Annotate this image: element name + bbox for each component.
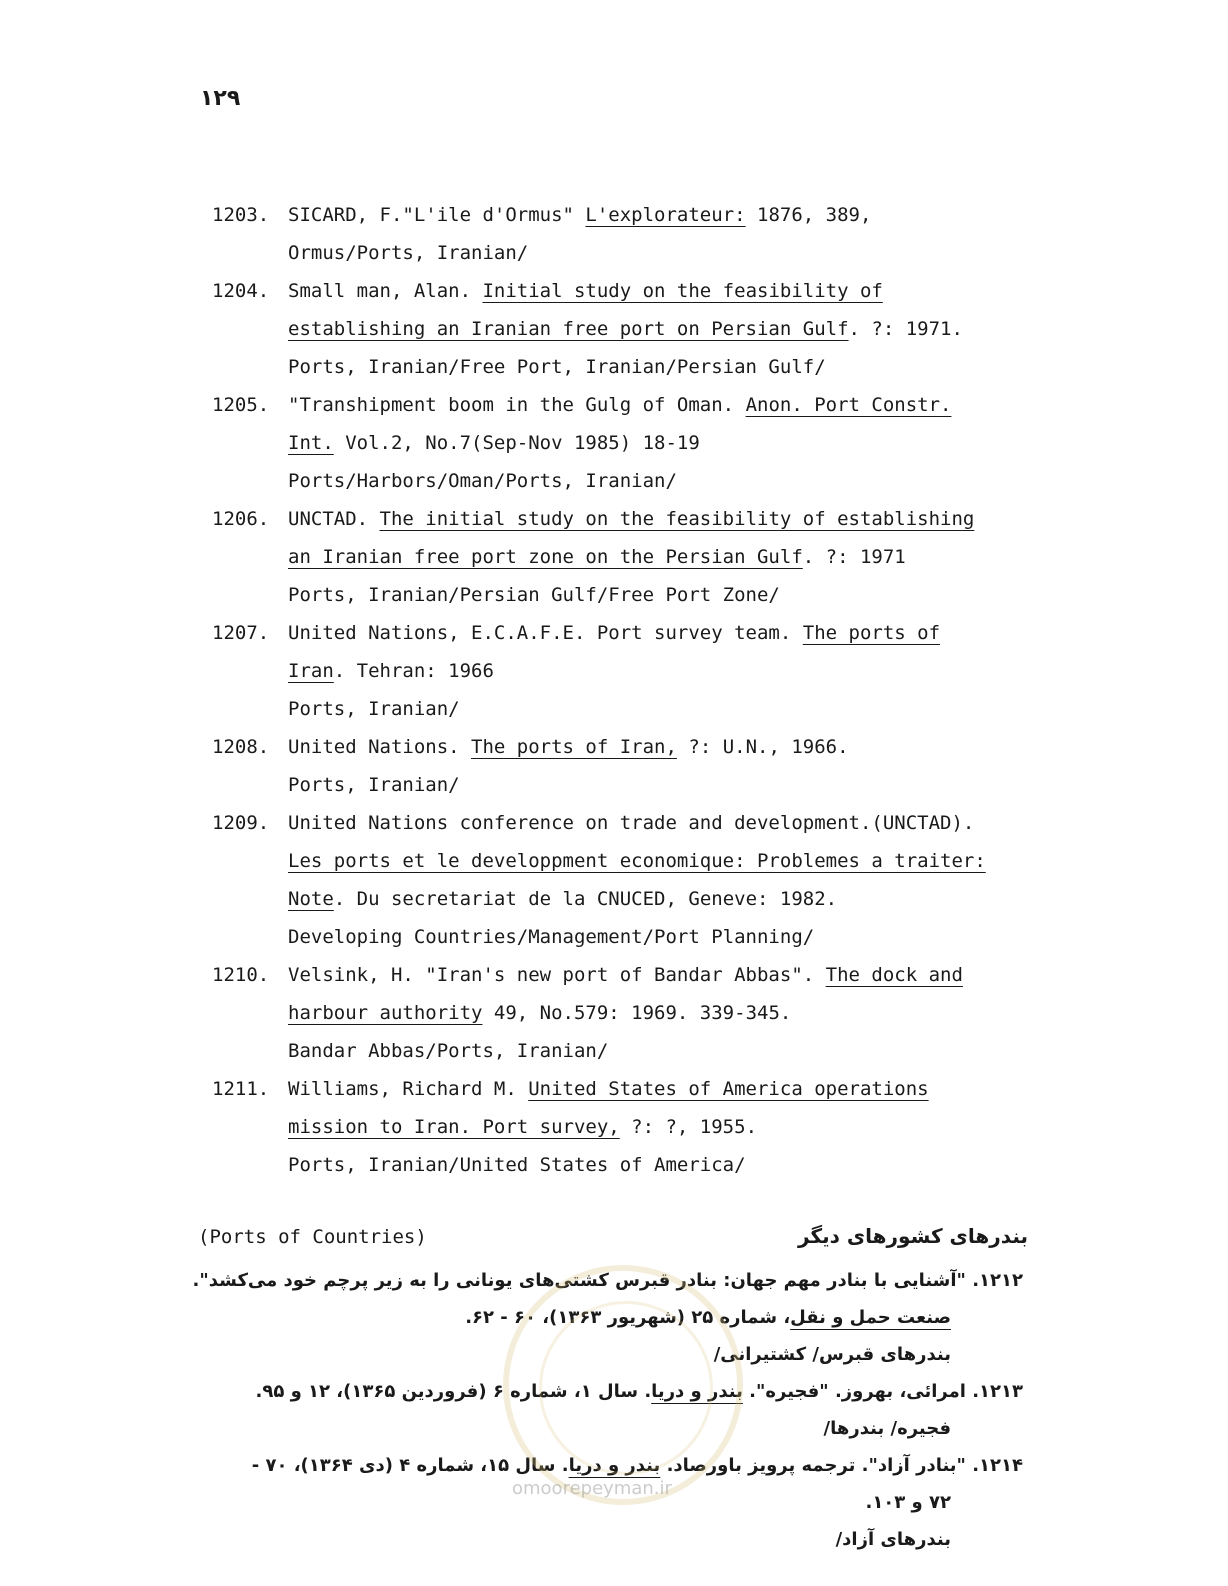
- entry-line: [288, 272, 1072, 310]
- underlined-title: harbour authority: [288, 1002, 483, 1024]
- entry-line: [288, 538, 1072, 576]
- entry-text: ۷۲ و ۱۰۳.: [865, 1492, 951, 1513]
- underlined-title: صنعت حمل و نقل: [790, 1307, 951, 1328]
- entry-line: [288, 804, 1072, 842]
- underlined-title: establishing an Iranian free port on Persian Gulf: [288, 318, 849, 340]
- underlined-title: The ports of: [802, 622, 941, 644]
- underlined-title: United States of America operations: [528, 1078, 929, 1100]
- entry-text: . Du secretariat de la CNUCED, Geneve: 1982.: [333, 888, 838, 910]
- entry-text: Developing Countries/Management/Port Planning/: [288, 926, 815, 948]
- entry-line: [288, 880, 1072, 918]
- underlined-title: بندر و دریا: [568, 1455, 661, 1476]
- entry-text: United Nations conference on trade and development.(UNCTAD).: [288, 812, 975, 834]
- underlined-title: Initial study on the feasibility of: [482, 280, 883, 302]
- entry-text: 1876, 389,: [745, 204, 872, 226]
- entry-line: [288, 956, 1072, 994]
- underlined-title: The ports of Iran,: [471, 736, 677, 758]
- entry-number: 1203.: [212, 204, 270, 226]
- entry-text: . سال ۱، شماره ۶ (فروردین ۱۳۶۵)، ۱۲ و ۹۵.: [255, 1381, 652, 1402]
- entry-line: [183, 1410, 1023, 1447]
- entry-line: [288, 1070, 1072, 1108]
- entry-text: . ?: 1971: [802, 546, 906, 568]
- entry-line: [288, 1146, 1072, 1184]
- entry-number: 1209.: [212, 812, 270, 834]
- entry-line: [288, 576, 1072, 614]
- entry-text: ?: ?, 1955.: [619, 1116, 758, 1138]
- entry-text: "Transhipment boom in the Gulg of Oman.: [288, 394, 746, 416]
- entry-number: 1204.: [212, 280, 270, 302]
- entry-line: [183, 1521, 1023, 1558]
- entry-line: [288, 1032, 1072, 1070]
- bibliography-entry: [212, 956, 1072, 1070]
- bibliography-entry: [212, 804, 1072, 956]
- entry-text: . سال ۱۵، شماره ۴ (دی ۱۳۶۴)، ۷۰ -: [251, 1455, 569, 1476]
- entry-text: Ormus/Ports, Iranian/: [288, 242, 529, 264]
- entry-text: Ports, Iranian/: [288, 698, 460, 720]
- bibliography-entry: [212, 728, 1072, 804]
- bibliography-entry: [212, 272, 1072, 386]
- page-number: ۱۲۹: [200, 86, 241, 111]
- entry-line: [288, 728, 1072, 766]
- bibliography-entry: [212, 196, 1072, 272]
- entry-number: 1206.: [212, 508, 270, 530]
- entry-line: [288, 386, 1072, 424]
- entry-number: 1205.: [212, 394, 270, 416]
- entry-text: . ?: 1971.: [848, 318, 963, 340]
- entry-text: Small man, Alan.: [288, 280, 483, 302]
- persian-bibliography-entry: [183, 1373, 1023, 1447]
- underlined-title: L'explorateur:: [585, 204, 746, 226]
- section-title-persian: بندرهای کشورهای دیگر: [798, 1224, 1028, 1248]
- entry-line: [183, 1262, 1023, 1299]
- entry-number: 1207.: [212, 622, 270, 644]
- entry-text: 49, No.579: 1969. 339-345.: [482, 1002, 792, 1024]
- underlined-title: an Iranian free port zone on the Persian Gulf: [288, 546, 803, 568]
- underlined-title: بندر و دریا: [651, 1381, 743, 1402]
- entry-text: بندرهای قبرس/ کشتیرانی/: [713, 1344, 951, 1365]
- entry-text: UNCTAD.: [288, 508, 380, 530]
- entry-line: [288, 234, 1072, 272]
- entry-line: [288, 424, 1072, 462]
- entry-number: 1208.: [212, 736, 270, 758]
- entry-text: Ports, Iranian/Free Port, Iranian/Persian Gulf/: [288, 356, 826, 378]
- bibliography-entry: [212, 386, 1072, 500]
- bibliography-entry: [212, 1070, 1072, 1184]
- english-bibliography-list: [212, 196, 1072, 1184]
- entry-text: Williams, Richard M.: [288, 1078, 529, 1100]
- entry-line: [288, 690, 1072, 728]
- entry-line: [288, 500, 1072, 538]
- entry-text: ۱۲۱۳. امرائی، بهروز. "فجیره".: [742, 1381, 1023, 1402]
- entry-line: [288, 842, 1072, 880]
- entry-text: Ports, Iranian/: [288, 774, 460, 796]
- underlined-title: Anon. Port Constr.: [745, 394, 952, 416]
- section-heading: [198, 1224, 1028, 1248]
- entry-number: 1211.: [212, 1078, 270, 1100]
- bibliography-entry: [212, 614, 1072, 728]
- entry-text: Ports/Harbors/Oman/Ports, Iranian/: [288, 470, 677, 492]
- entry-text: فجیره/ بندرها/: [823, 1418, 951, 1439]
- watermark: omoorepeyman.ir: [512, 1478, 672, 1499]
- entry-text: United Nations.: [288, 736, 472, 758]
- underlined-title: Note: [288, 888, 334, 910]
- entry-text: Ports, Iranian/United States of America/: [288, 1154, 746, 1176]
- entry-line: [288, 614, 1072, 652]
- entry-line: [288, 348, 1072, 386]
- entry-line: [288, 462, 1072, 500]
- persian-bibliography-entry: [183, 1262, 1023, 1373]
- entry-line: [288, 652, 1072, 690]
- entry-line: [288, 766, 1072, 804]
- entry-text: ۱۲۱۴. "بنادر آزاد". ترجمه پرویز باورصاد.: [660, 1455, 1023, 1476]
- entry-line: [288, 196, 1072, 234]
- bibliography-entry: [212, 500, 1072, 614]
- underlined-title: mission to Iran. Port survey,: [288, 1116, 620, 1138]
- underlined-title: The initial study on the feasibility of establishing: [379, 508, 975, 530]
- persian-bibliography-list: [183, 1262, 1023, 1558]
- entry-number: 1210.: [212, 964, 270, 986]
- entry-line: [288, 918, 1072, 956]
- entry-line: [288, 994, 1072, 1032]
- entry-text: ۱۲۱۲. "آشنایی با بنادر مهم جهان: بنادر قبرس کشتی‌های یونانی را به زیر پرچم خود می‌کشد".: [192, 1270, 1023, 1291]
- entry-text: Vol.2, No.7(Sep-Nov 1985) 18-19: [333, 432, 700, 454]
- persian-bibliography-entry: [183, 1447, 1023, 1558]
- underlined-title: Int.: [288, 432, 334, 454]
- entry-line: [183, 1373, 1023, 1410]
- underlined-title: The dock and: [825, 964, 963, 986]
- underlined-title: Iran: [288, 660, 334, 682]
- entry-line: [183, 1336, 1023, 1373]
- entry-text: Ports, Iranian/Persian Gulf/Free Port Zone/: [288, 584, 780, 606]
- entry-text: United Nations, E.C.A.F.E. Port survey team.: [288, 622, 803, 644]
- entry-text: . Tehran: 1966: [333, 660, 494, 682]
- underlined-title: Les ports et le developpment economique: Problemes a traiter:: [288, 850, 986, 872]
- entry-line: [183, 1299, 1023, 1336]
- entry-text: ?: U.N., 1966.: [676, 736, 849, 758]
- entry-text: SICARD, F."L'ile d'Ormus": [288, 204, 586, 226]
- entry-line: [288, 310, 1072, 348]
- entry-text: ، شماره ۲۵ (شهریور ۱۳۶۳)، ۶۰ - ۶۲.: [465, 1307, 791, 1328]
- section-title-english: (Ports of Countries): [198, 1226, 427, 1248]
- entry-line: [288, 1108, 1072, 1146]
- entry-text: Velsink, H. "Iran's new port of Bandar Abbas".: [288, 964, 826, 986]
- entry-text: Bandar Abbas/Ports, Iranian/: [288, 1040, 609, 1062]
- entry-text: بندرهای آزاد/: [835, 1529, 951, 1550]
